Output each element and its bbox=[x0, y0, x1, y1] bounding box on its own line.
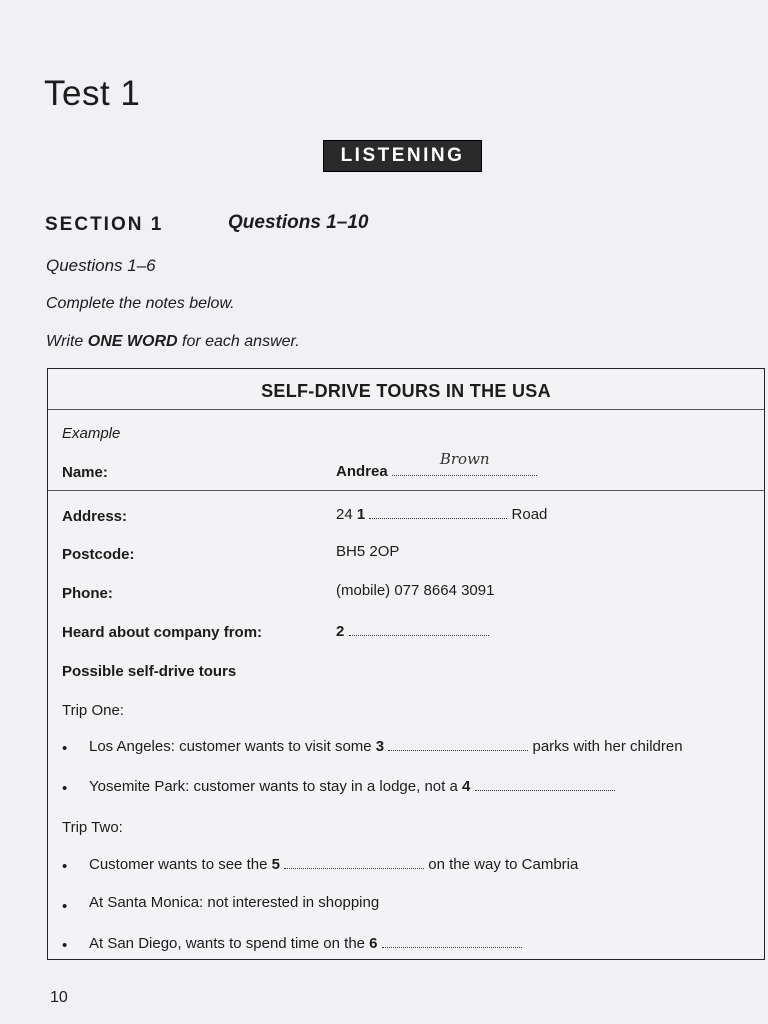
instruction-write-bold: ONE WORD bbox=[87, 333, 178, 350]
trip-two-label: Trip Two: bbox=[62, 819, 123, 836]
name-answer-line bbox=[392, 450, 537, 476]
name-row bbox=[336, 450, 537, 480]
postcode-value: BH5 2OP bbox=[336, 543, 400, 560]
trip-one-label: Trip One: bbox=[62, 702, 124, 719]
name-label: Name: bbox=[62, 464, 108, 481]
heard-row bbox=[336, 621, 489, 640]
address-prefix: 24 bbox=[336, 506, 357, 523]
heard-label: Heard about company from: bbox=[62, 624, 263, 641]
instruction-complete: Complete the notes below. bbox=[46, 295, 235, 312]
bullet-5 bbox=[89, 933, 522, 952]
answer-6-blank[interactable] bbox=[382, 933, 522, 948]
bullet-4-icon: • bbox=[62, 898, 68, 915]
question-2-number: 2 bbox=[336, 623, 345, 640]
phone-label: Phone: bbox=[62, 585, 113, 602]
bullet-3-after: on the way to Cambria bbox=[424, 856, 579, 873]
address-suffix: Road bbox=[507, 506, 548, 523]
bullet-1-icon: • bbox=[62, 740, 68, 757]
notes-box bbox=[47, 368, 765, 960]
sub-questions-range: Questions 1–6 bbox=[46, 256, 156, 275]
question-5-number: 5 bbox=[271, 856, 280, 873]
answer-3-blank[interactable] bbox=[388, 736, 528, 751]
bullet-3-icon: • bbox=[62, 858, 68, 875]
question-3-number: 3 bbox=[375, 738, 385, 755]
example-label: Example bbox=[62, 425, 121, 442]
title-divider bbox=[48, 409, 764, 410]
bullet-1 bbox=[89, 736, 683, 755]
address-row bbox=[336, 504, 547, 523]
address-label: Address: bbox=[62, 508, 128, 525]
answer-5-blank[interactable] bbox=[284, 854, 424, 869]
questions-range: Questions 1–10 bbox=[228, 212, 369, 233]
bullet-5-icon: • bbox=[62, 937, 68, 954]
question-6-number: 6 bbox=[369, 935, 378, 952]
handwritten-answer: Brown bbox=[439, 450, 490, 468]
postcode-label: Postcode: bbox=[62, 546, 135, 563]
bullet-4-text: At Santa Monica: not interested in shopping bbox=[89, 894, 380, 911]
question-4-number: 4 bbox=[461, 778, 471, 795]
bullet-3 bbox=[89, 854, 578, 873]
bullet-3-text: Customer wants to see the bbox=[89, 856, 272, 873]
instruction-write-prefix: Write bbox=[46, 333, 88, 350]
bullet-5-text: At San Diego, wants to spend time on the bbox=[89, 935, 370, 952]
name-value: Andrea bbox=[336, 463, 388, 480]
notes-title: SELF-DRIVE TOURS IN THE USA bbox=[261, 381, 551, 401]
bullet-2-text: Yosemite Park: customer wants to stay in a lodge, not a bbox=[89, 778, 462, 795]
page-number: 10 bbox=[50, 989, 68, 1006]
question-1-number: 1 bbox=[356, 506, 366, 523]
answer-2-blank[interactable] bbox=[349, 621, 489, 636]
bullet-1-after: parks with her children bbox=[528, 738, 683, 755]
bullet-1-text: Los Angeles: customer wants to visit some bbox=[89, 738, 376, 755]
phone-value: (mobile) 077 8664 3091 bbox=[336, 582, 495, 599]
page-title: Test 1 bbox=[44, 74, 141, 113]
answer-1-blank[interactable] bbox=[369, 504, 507, 519]
example-divider bbox=[48, 490, 764, 491]
tours-heading: Possible self-drive tours bbox=[62, 663, 237, 680]
answer-4-blank[interactable] bbox=[475, 776, 615, 791]
bullet-2 bbox=[89, 776, 615, 795]
bullet-2-icon: • bbox=[62, 780, 68, 797]
instruction-write bbox=[46, 333, 300, 351]
instruction-write-suffix: for each answer. bbox=[177, 333, 300, 350]
listening-badge: LISTENING bbox=[323, 140, 482, 172]
section-heading: SECTION 1 bbox=[45, 214, 164, 235]
